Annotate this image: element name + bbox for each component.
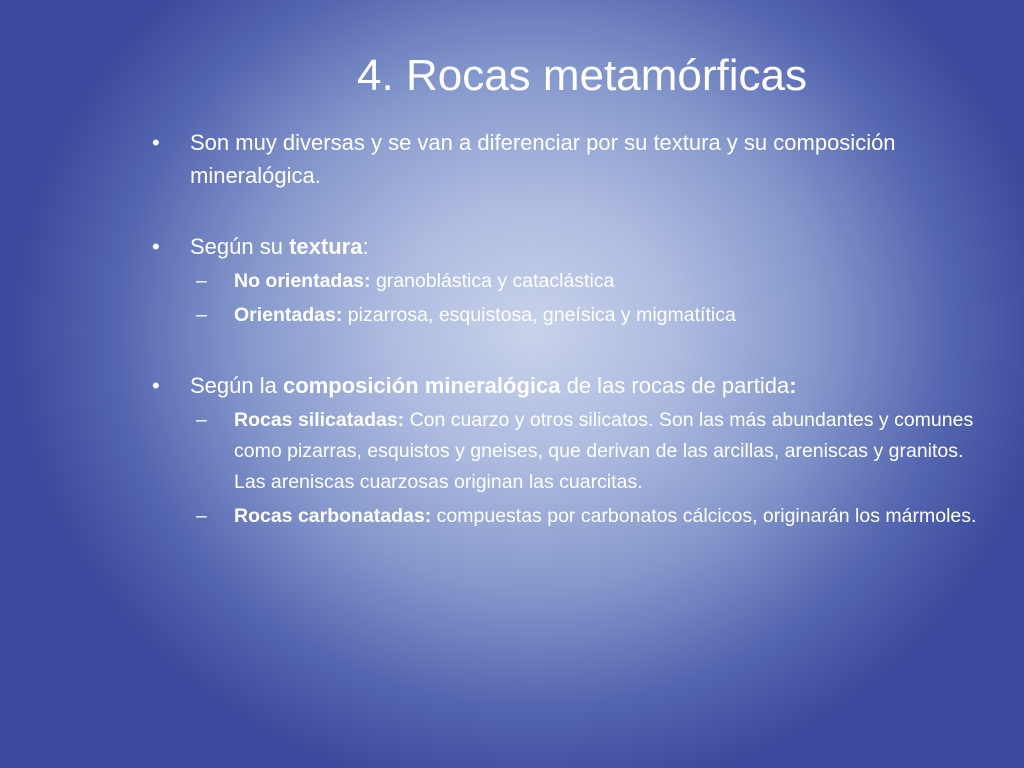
bullet-diversity-text: Son muy diversas y se van a diferenciar por su textura y su composición mineralógica. bbox=[190, 130, 896, 188]
bullet-texture-bold: textura bbox=[289, 234, 363, 259]
slide-content bbox=[150, 126, 980, 532]
bullet-composition-bold: composición mineralógica bbox=[282, 373, 561, 398]
dash-icon: – bbox=[196, 505, 207, 527]
bullet-texture-tail: : bbox=[362, 234, 369, 259]
bullet-diversity bbox=[150, 126, 980, 192]
bullet-composition-mid: de las rocas de partida bbox=[560, 373, 790, 398]
bullet-dot-icon: • bbox=[152, 234, 160, 259]
bullet-texture-lead: Según su bbox=[190, 234, 290, 259]
sub-silicatadas-label: Rocas silicatadas: bbox=[234, 409, 405, 431]
sub-carbonatadas bbox=[150, 501, 980, 532]
sub-silicatadas-text: Con cuarzo y otros silicatos. Son las más abundantes y comunes como pizarras, esquistos y gneises, que derivan de las arcillas, areniscas y granitos. Las areniscas cuarzosas originan las cuarcitas. bbox=[234, 409, 974, 493]
slide-title: 4. Rocas metamórficas bbox=[357, 51, 807, 100]
bullet-dot-icon: • bbox=[152, 373, 160, 398]
dash-icon: – bbox=[196, 409, 207, 431]
sub-no-orientadas-label: No orientadas: bbox=[234, 270, 371, 292]
sub-orientadas-label: Orientadas: bbox=[234, 304, 343, 326]
dash-icon: – bbox=[196, 270, 207, 292]
sub-carbonatadas-label: Rocas carbonatadas: bbox=[234, 505, 432, 527]
bullet-composition-lead: Según la bbox=[190, 373, 283, 398]
sub-no-orientadas bbox=[150, 266, 980, 297]
sub-no-orientadas-text: granoblástica y cataclástica bbox=[370, 270, 615, 292]
sub-silicatadas bbox=[150, 405, 980, 498]
sub-carbonatadas-text: compuestas por carbonatos cálcicos, originarán los mármoles. bbox=[431, 505, 977, 527]
sub-orientadas-text: pizarrosa, esquistosa, gneísica y migmatítica bbox=[342, 304, 736, 326]
bullet-composition bbox=[150, 369, 980, 402]
bullet-texture bbox=[150, 230, 980, 263]
dash-icon: – bbox=[196, 304, 207, 326]
bullet-composition-tail: : bbox=[789, 373, 797, 398]
sub-orientadas bbox=[150, 300, 980, 331]
bullet-dot-icon: • bbox=[152, 130, 160, 155]
